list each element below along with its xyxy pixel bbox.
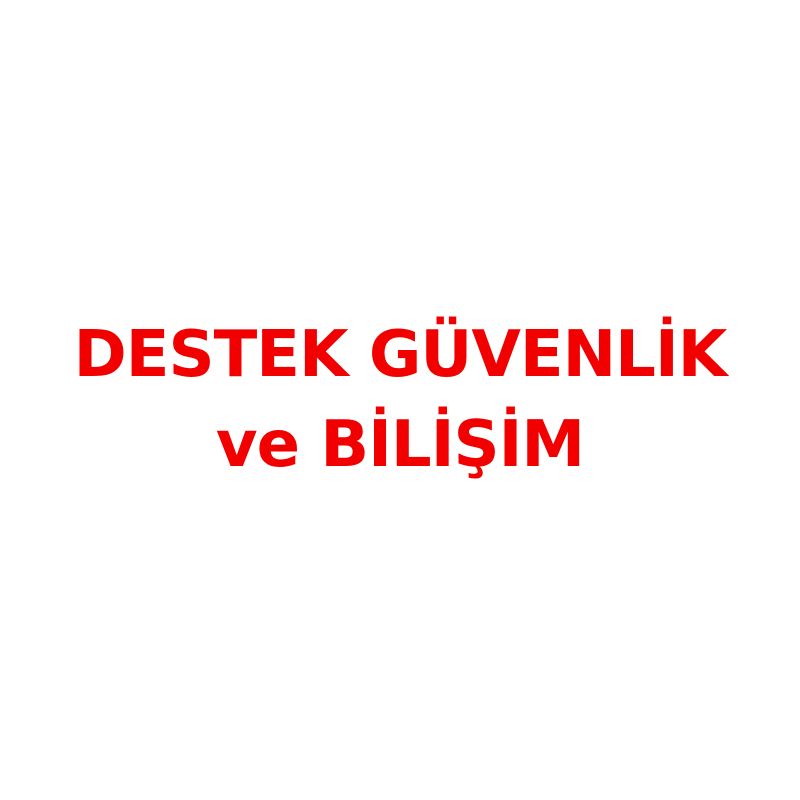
- brand-name-line-2: ve BİLİŞİM: [215, 408, 585, 482]
- brand-name-line-1: DESTEK GÜVENLİK: [73, 318, 727, 392]
